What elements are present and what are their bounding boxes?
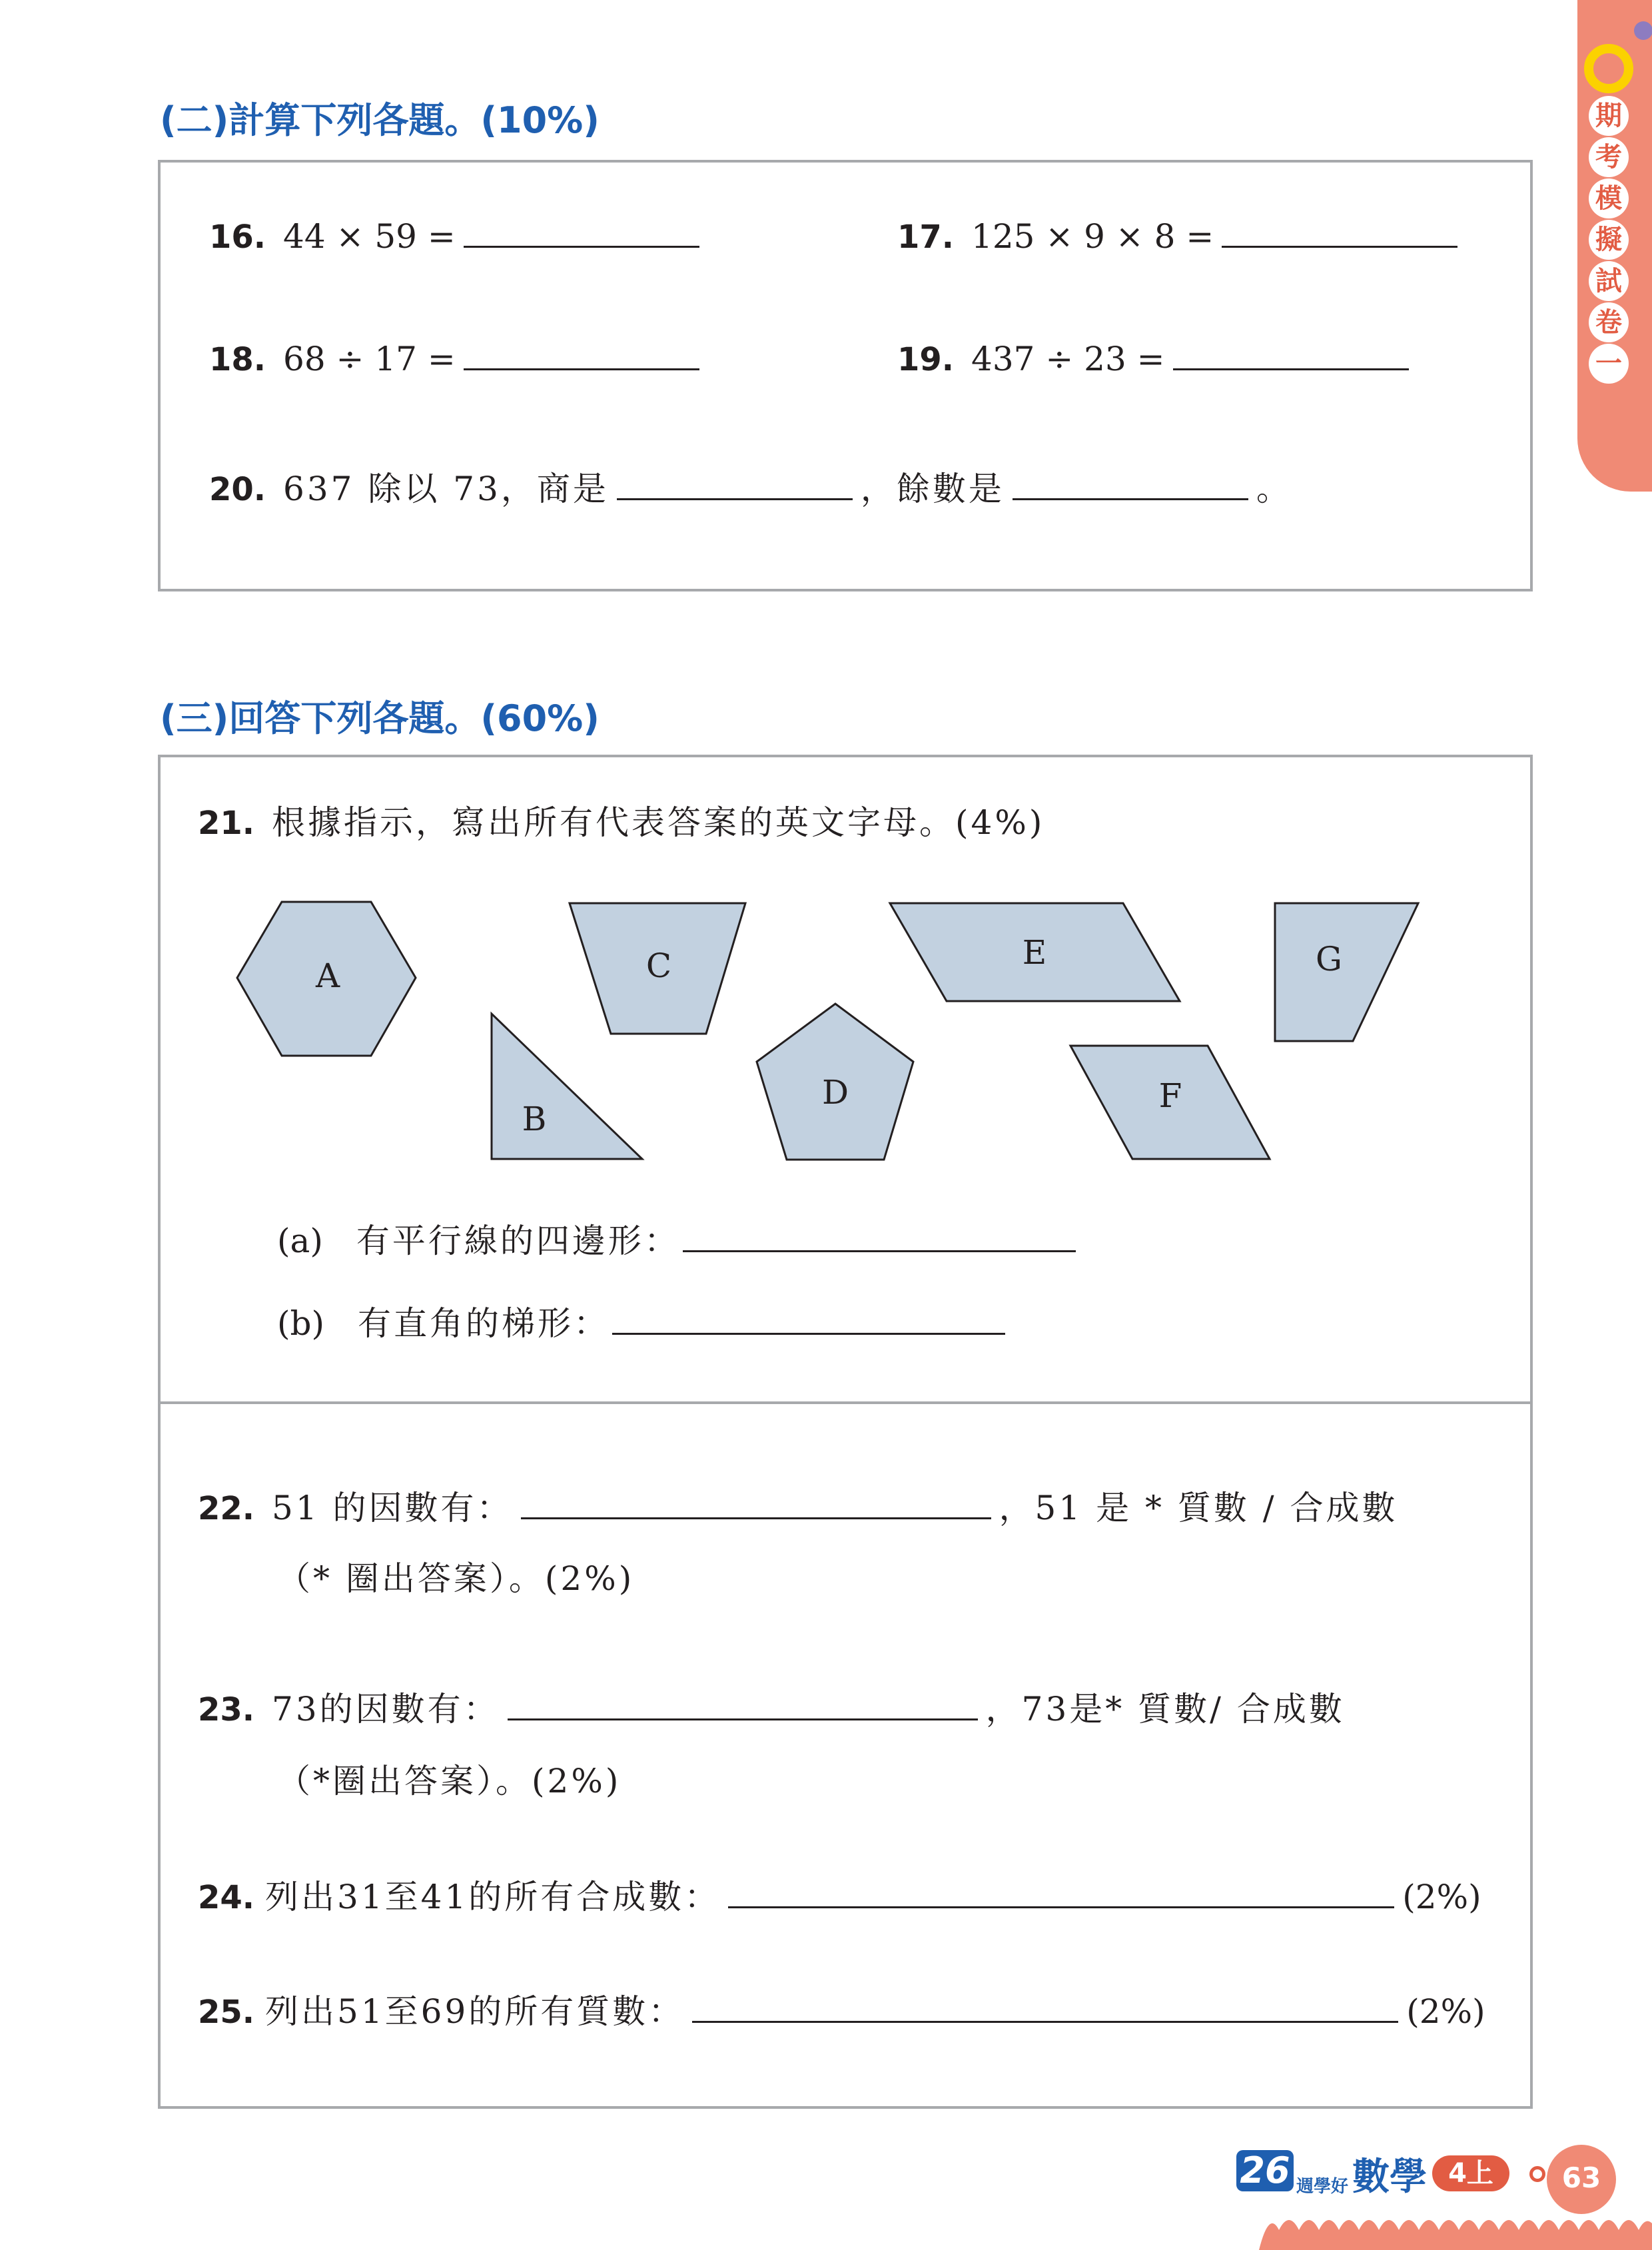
brand-big-text: 數學 — [1352, 2155, 1427, 2199]
answer-blank[interactable] — [1222, 219, 1457, 248]
question-mark: (2%) — [1402, 1878, 1481, 1916]
brand-number: 26 — [1236, 2150, 1294, 2191]
question-21b — [277, 1297, 1013, 1345]
side-tab-char: 試 — [1589, 261, 1629, 301]
question-20 — [209, 462, 1290, 510]
question-number: 19. — [897, 341, 955, 378]
sub-question-text: 有平行線的四邊形： — [356, 1222, 680, 1260]
answer-blank[interactable] — [464, 219, 699, 248]
remainder-blank[interactable] — [1013, 472, 1248, 500]
page-dot-decoration — [1529, 2166, 1545, 2182]
question-25 — [198, 1985, 1485, 2033]
question-number: 20. — [209, 471, 266, 508]
shape-d-label: D — [821, 1073, 849, 1112]
side-tab-char: 期 — [1589, 96, 1629, 136]
question-number: 17. — [897, 218, 955, 256]
question-expression: 68 ÷ 17 = — [283, 340, 456, 378]
section-3-box-bottom — [158, 1401, 1533, 2109]
answer-blank[interactable] — [1173, 342, 1409, 370]
shape-f-label: F — [1158, 1076, 1182, 1115]
question-23-note — [277, 1754, 621, 1802]
answer-blank[interactable] — [612, 1306, 1005, 1335]
section-2-box — [158, 160, 1533, 591]
question-text: （*圈出答案）。(2%) — [277, 1762, 621, 1800]
footer-wave-decoration — [1259, 2210, 1652, 2250]
sub-question-label: (b) — [277, 1304, 325, 1343]
tab-ring-decoration — [1584, 44, 1633, 93]
shape-g-trapezoid — [1275, 903, 1418, 1041]
question-number: 25. — [198, 1994, 255, 2031]
question-expression: 125 × 9 × 8 = — [971, 217, 1214, 256]
shape-b-label: B — [522, 1100, 547, 1138]
side-tab-char: 考 — [1589, 137, 1629, 177]
answer-blank[interactable] — [464, 342, 699, 370]
section-3-box-top — [158, 755, 1533, 1404]
question-text: 根據指示，寫出所有代表答案的英文字母。(4%) — [272, 803, 1045, 842]
question-text: ，73是* 質數/ 合成數 — [985, 1690, 1345, 1728]
question-22-note — [277, 1552, 634, 1600]
question-24 — [198, 1870, 1481, 1918]
question-mark: (2%) — [1406, 1992, 1485, 2031]
answer-blank[interactable] — [683, 1224, 1076, 1252]
question-number: 21. — [198, 805, 255, 842]
page-number: 63 — [1547, 2145, 1616, 2214]
factors-blank[interactable] — [508, 1692, 978, 1720]
question-17 — [897, 217, 1465, 256]
question-number: 18. — [209, 341, 266, 378]
shape-a-label: A — [315, 956, 340, 995]
question-23 — [198, 1683, 1345, 1730]
side-tab-char: 擬 — [1589, 220, 1629, 260]
question-text: （* 圈出答案）。(2%) — [277, 1559, 635, 1598]
side-tab-char: 卷 — [1589, 302, 1629, 342]
question-18 — [209, 340, 707, 378]
answer-blank[interactable] — [692, 1994, 1398, 2023]
question-19 — [897, 340, 1417, 378]
question-text: 。 — [1256, 470, 1290, 508]
question-number: 16. — [209, 218, 266, 256]
sub-question-label: (a) — [277, 1222, 323, 1260]
question-text: 列出51至69的所有質數： — [265, 1992, 685, 2031]
question-text: 51 的因數有： — [272, 1489, 513, 1527]
quotient-blank[interactable] — [617, 472, 853, 500]
question-16 — [209, 217, 707, 256]
factors-blank[interactable] — [521, 1491, 991, 1519]
question-expression: 437 ÷ 23 = — [971, 340, 1165, 378]
question-text: 73的因數有： — [272, 1690, 500, 1728]
section-2-title: (二)計算下列各題。(10%) — [160, 99, 600, 141]
question-text: ，51 是 * 質數 / 合成數 — [999, 1489, 1398, 1527]
question-21a — [277, 1214, 1084, 1262]
brand-small-text: 週學好 — [1296, 2177, 1349, 2197]
question-text: 列出31至41的所有合成數： — [265, 1878, 721, 1916]
side-tab-char: 模 — [1589, 179, 1629, 218]
shape-c-label: C — [645, 946, 672, 985]
answer-blank[interactable] — [728, 1880, 1394, 1908]
question-text: ，餘數是 — [860, 470, 1005, 508]
question-expression: 44 × 59 = — [283, 217, 456, 256]
question-number: 22. — [198, 1490, 255, 1527]
grade-badge: 4上 — [1432, 2155, 1509, 2191]
shape-g-label: G — [1316, 940, 1342, 978]
sub-question-text: 有直角的梯形： — [358, 1304, 610, 1343]
question-22 — [198, 1481, 1398, 1529]
shape-e-label: E — [1022, 933, 1047, 972]
tab-dot-decoration — [1634, 21, 1652, 40]
question-number: 24. — [198, 1879, 255, 1916]
section-3-title: (三)回答下列各題。(60%) — [160, 697, 600, 739]
shape-b-triangle — [492, 1014, 642, 1159]
question-text: 637 除以 73，商是 — [283, 470, 609, 508]
side-tab-char: 一 — [1589, 344, 1629, 384]
question-number: 23. — [198, 1691, 255, 1728]
